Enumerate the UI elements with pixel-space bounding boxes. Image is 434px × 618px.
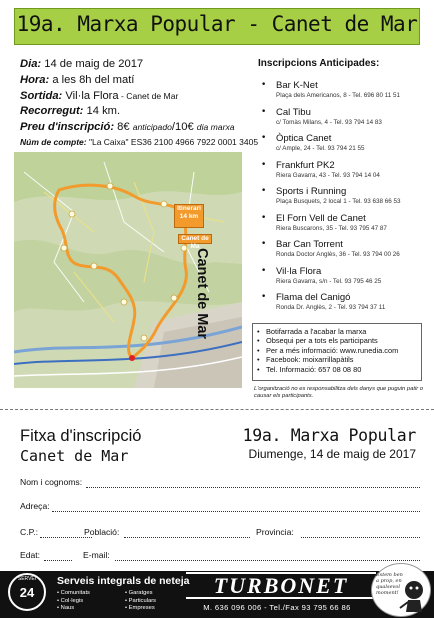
shop-name: Òptica Canet	[276, 133, 332, 144]
shop-address: Plaça Busquets, 2 local 1 - Tel. 93 638 66 53	[276, 198, 401, 205]
mascot-icon	[372, 564, 432, 618]
dia-value: 14 de maig de 2017	[41, 58, 144, 70]
nom-field[interactable]	[86, 487, 420, 488]
form-title: Fitxa d'inscripció	[20, 427, 142, 445]
shop-name: El Forn Vell de Canet	[276, 212, 366, 224]
service-item: • Comunitats	[57, 590, 90, 596]
inscriptions-list	[258, 58, 424, 319]
cut-line-divider	[0, 409, 434, 410]
form-subtitle: Canet de Mar	[20, 447, 129, 465]
sortida-extra: - Canet de Mar	[118, 90, 179, 101]
footer-ad	[0, 571, 434, 618]
logo-top-text: SERVEI	[17, 576, 37, 582]
shop-name: Cal Tibu	[276, 106, 311, 118]
compte-value: "La Caixa" ES36 2100 4966 7922 0001 3405	[86, 136, 259, 147]
preu-anticipat: anticipado	[132, 122, 172, 133]
field-row-adreca	[20, 501, 420, 515]
footer-title: Serveis integrals de neteja	[57, 575, 190, 587]
mascot-image	[371, 563, 431, 617]
preu-value-2: /10€	[171, 121, 197, 134]
shop-name: Vil·la Flora	[276, 265, 322, 277]
town-vertical: Canet de Mar	[194, 248, 210, 340]
shop-item	[258, 107, 424, 127]
info-preu	[20, 120, 255, 136]
form-event-name: 19a. Marxa Popular	[242, 426, 416, 445]
preu-dia: dia marxa	[196, 122, 235, 133]
service-item: • Col·legis	[57, 597, 84, 604]
sortida-value: Vil·la Flora	[62, 89, 119, 102]
bullet-icon: •	[261, 265, 267, 276]
shop-address: c/ Ample, 24 - Tel. 93 794 21 55	[276, 145, 365, 152]
hora-value: a les 8h del matí	[49, 73, 135, 86]
note-item: • Botifarrada a l'acabar la marxa	[257, 327, 417, 336]
shop-item	[258, 213, 424, 233]
email-label: E-mail:	[83, 550, 110, 560]
dia-label: Dia:	[20, 58, 42, 70]
shop-address: Riera Gavarra, s/n - Tel. 93 795 46 25	[276, 277, 382, 285]
inscriptions-title: Inscripcions Anticipades:	[258, 58, 380, 69]
bullet-icon: •	[261, 292, 267, 302]
form-event-date: Diumenge, 14 de maig de 2017	[248, 447, 416, 461]
edat-field[interactable]	[44, 560, 72, 561]
shop-address: Ronda Doctor Anglès, 36 - Tel. 93 794 00 26	[276, 251, 400, 258]
preu-value-1: 8€	[114, 121, 133, 134]
mascot-caption: Estem ben a prop, en qualsevol moment!	[376, 572, 403, 596]
note-item: • Per a més informació: www.runedia.com	[257, 346, 417, 355]
route-label-line1: Itinerari	[177, 205, 201, 212]
provincia-label: Provincia:	[256, 527, 294, 537]
route-label	[174, 204, 204, 228]
poblacio-label: Població:	[84, 527, 120, 537]
shop-name: Bar Can Torrent	[276, 239, 343, 250]
bullet-icon: •	[261, 80, 267, 90]
shop-item	[258, 239, 424, 259]
bullet-icon: •	[261, 133, 267, 143]
place-label: Canet de Ma	[178, 234, 212, 244]
shop-address: Ronda Dr. Anglès, 2 - Tel. 93 794 37 11	[276, 304, 386, 311]
recorregut-value: 14 km.	[83, 105, 121, 118]
shop-item	[258, 160, 424, 180]
nom-label: Nom i cognoms:	[20, 477, 83, 487]
servei24-logo	[8, 573, 46, 611]
adreca-field[interactable]	[52, 511, 420, 512]
recorregut-label: Recorregut:	[20, 105, 84, 118]
shop-item	[258, 292, 424, 312]
cp-label: C.P.:	[20, 527, 38, 537]
info-recorregut	[20, 104, 255, 120]
note-item: • Tel. Informació: 657 08 08 80	[257, 365, 417, 374]
logo-number: 24	[19, 585, 35, 600]
info-hora	[20, 73, 255, 89]
footer-services	[57, 590, 187, 613]
shop-name: Bar K-Net	[276, 80, 318, 91]
notes-box	[252, 323, 422, 381]
email-field[interactable]	[115, 560, 420, 561]
provincia-field[interactable]	[301, 537, 420, 538]
shop-name: Flama del Canigó	[276, 292, 351, 303]
event-info	[20, 57, 259, 149]
service-item: • Naus	[57, 605, 75, 611]
bullet-icon: •	[261, 106, 267, 117]
shop-name: Sports i Running	[276, 186, 347, 197]
shop-item	[258, 186, 424, 206]
hora-label: Hora:	[20, 73, 50, 86]
bullet-icon: •	[261, 212, 267, 223]
shop-address: c/ Tomàs Milans, 4 - Tel. 93 794 14 83	[276, 118, 382, 126]
note-item: • Obsequi per a tots els participants	[257, 336, 417, 345]
turbonet-logo: TURBONET	[186, 572, 376, 599]
disclaimer: L'organització no es responsabilitza dels danys que puguin patir o causar els participants.	[254, 386, 424, 400]
field-row-cp	[20, 527, 420, 541]
service-item: • Empreses	[125, 605, 155, 611]
header-banner	[14, 8, 420, 45]
edat-label: Edat:	[20, 550, 41, 560]
note-item: • Facebook: moixarrillapàtils	[257, 355, 417, 364]
bullet-icon: •	[261, 239, 267, 249]
shop-address: Riera Gavarra, 43 - Tel. 93 794 14 04	[276, 171, 380, 179]
compte-label: Núm de compte:	[20, 136, 87, 147]
cp-field[interactable]	[40, 537, 92, 538]
sortida-label: Sortida:	[20, 89, 63, 102]
info-compte	[20, 136, 259, 149]
shop-address: Plaça dels Americanos, 8 - Tel. 696 80 11 51	[276, 92, 401, 99]
form-event-info	[210, 426, 416, 461]
adreca-label: Adreça:	[20, 501, 50, 511]
service-item: • Garatges	[125, 590, 153, 596]
service-item: • Particulars	[125, 597, 157, 604]
bullet-icon: •	[261, 159, 267, 170]
info-dia	[20, 57, 255, 73]
shop-name: Frankfurt PK2	[276, 159, 335, 171]
route-label-line2: 14 km	[179, 213, 199, 220]
footer-phones: M. 636 096 006 - Tel./Fax 93 795 66 86	[203, 603, 351, 612]
bullet-icon: •	[261, 186, 267, 196]
field-row-edat	[20, 550, 420, 564]
poblacio-field[interactable]	[124, 537, 250, 538]
info-sortida	[20, 89, 255, 105]
preu-label: Preu d'inscripció:	[20, 121, 115, 134]
field-row-nom	[20, 477, 420, 491]
shop-item	[258, 266, 424, 286]
shop-item	[258, 133, 424, 153]
shop-item	[258, 80, 424, 100]
shop-address: Riera Buscarons, 35 - Tel. 93 795 47 87	[276, 224, 387, 232]
header-title: 19a. Marxa Popular - Canet de Mar	[16, 12, 418, 36]
